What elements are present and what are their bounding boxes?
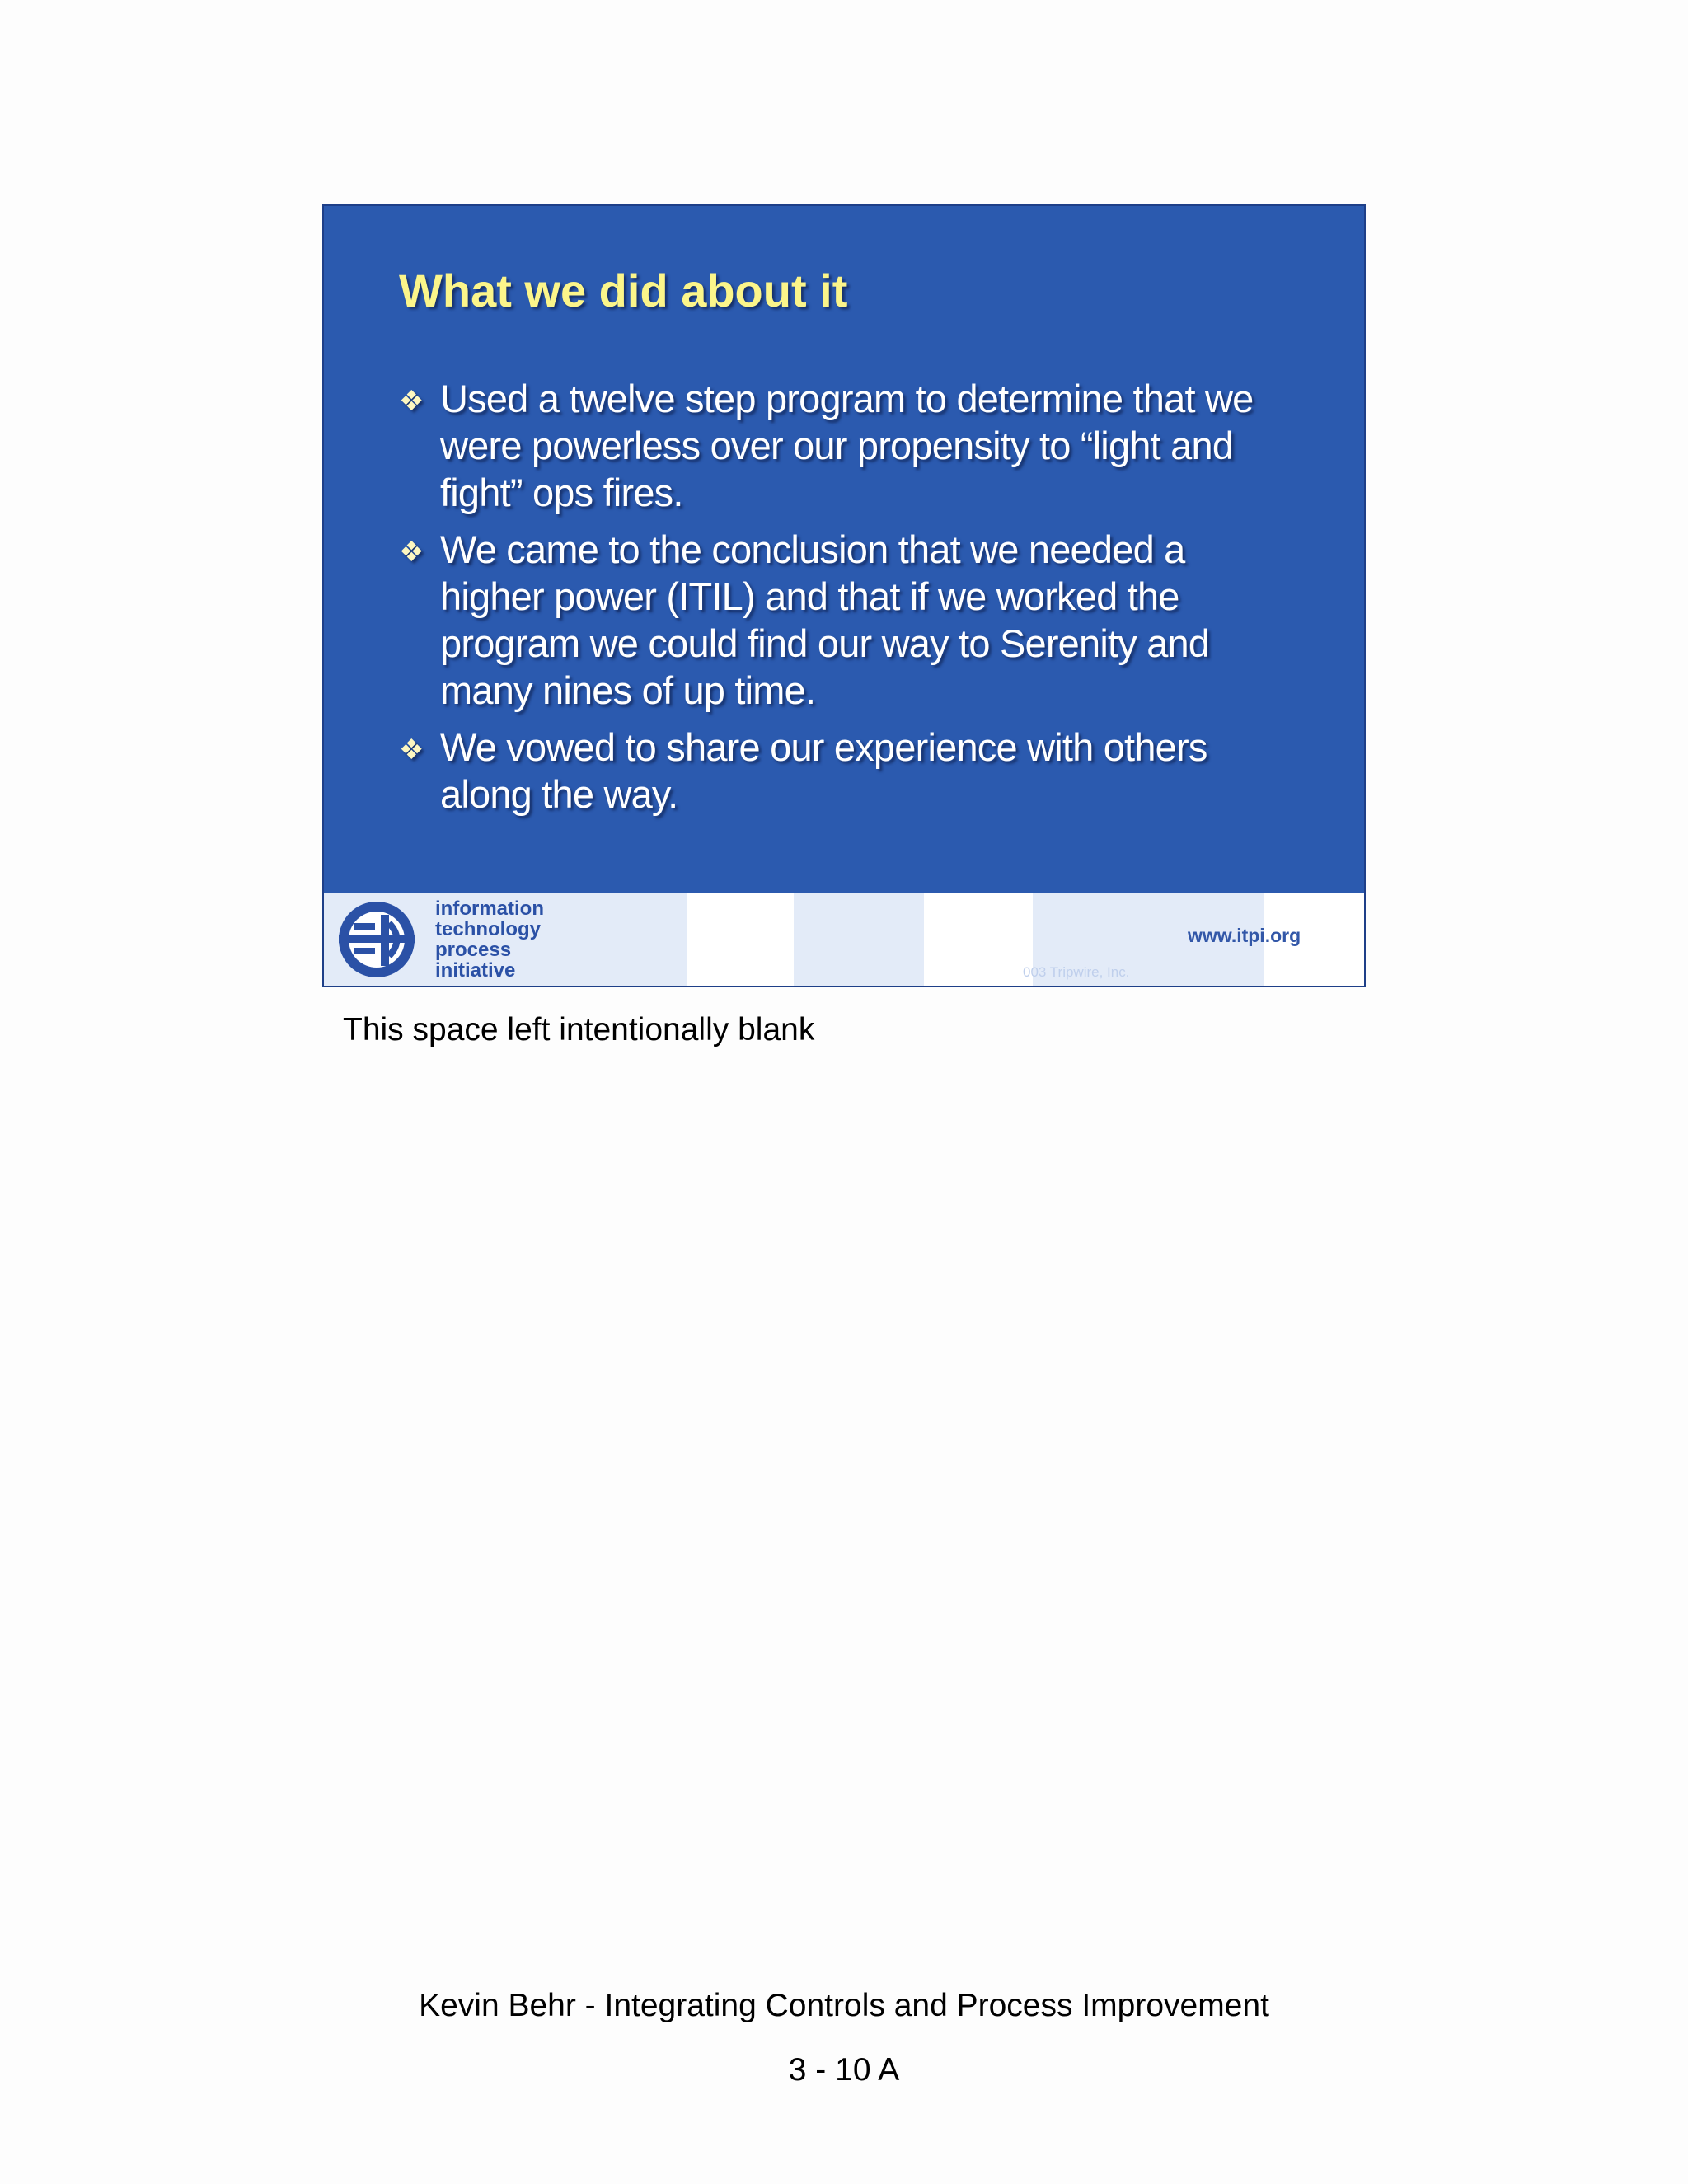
page-footer-title: Kevin Behr - Integrating Controls and Process Improvement bbox=[419, 1988, 1269, 2023]
slide-image bbox=[322, 204, 1366, 987]
itpi-logo-icon bbox=[335, 898, 418, 981]
logo-line: initiative bbox=[435, 959, 516, 982]
bullet-list bbox=[399, 375, 1273, 827]
footer-stripe bbox=[794, 893, 924, 986]
page-number: 3 - 10 A bbox=[788, 2052, 900, 2088]
logo-line: process bbox=[435, 939, 512, 961]
slide-footer-band bbox=[324, 893, 1364, 986]
bullet-text: We vowed to share our experience with others along the way. bbox=[440, 725, 1207, 816]
logo-wordmark bbox=[435, 898, 544, 981]
diamond-bullet-icon: ❖ bbox=[399, 734, 424, 766]
diamond-bullet-icon: ❖ bbox=[399, 386, 424, 417]
slide-url: www.itpi.org bbox=[1188, 925, 1301, 946]
logo-line: technology bbox=[435, 918, 542, 940]
bullet-item bbox=[399, 375, 1273, 516]
slide-title: What we did about it bbox=[399, 265, 848, 316]
slide-copyright: 003 Tripwire, Inc. bbox=[1023, 964, 1130, 980]
bullet-text: We came to the conclusion that we needed a higher power (ITIL) and that if we worked the program we could find our way to Serenity and many nines of up time. bbox=[440, 527, 1210, 712]
bullet-item bbox=[399, 526, 1273, 714]
logo-line: information bbox=[435, 898, 544, 920]
diamond-bullet-icon: ❖ bbox=[399, 537, 424, 568]
bullet-item bbox=[399, 724, 1273, 818]
blank-space-note: This space left intentionally blank bbox=[343, 1012, 815, 1047]
bullet-text: Used a twelve step program to determine that we were powerless over our propensity to “light and fight” ops fires. bbox=[440, 377, 1254, 514]
